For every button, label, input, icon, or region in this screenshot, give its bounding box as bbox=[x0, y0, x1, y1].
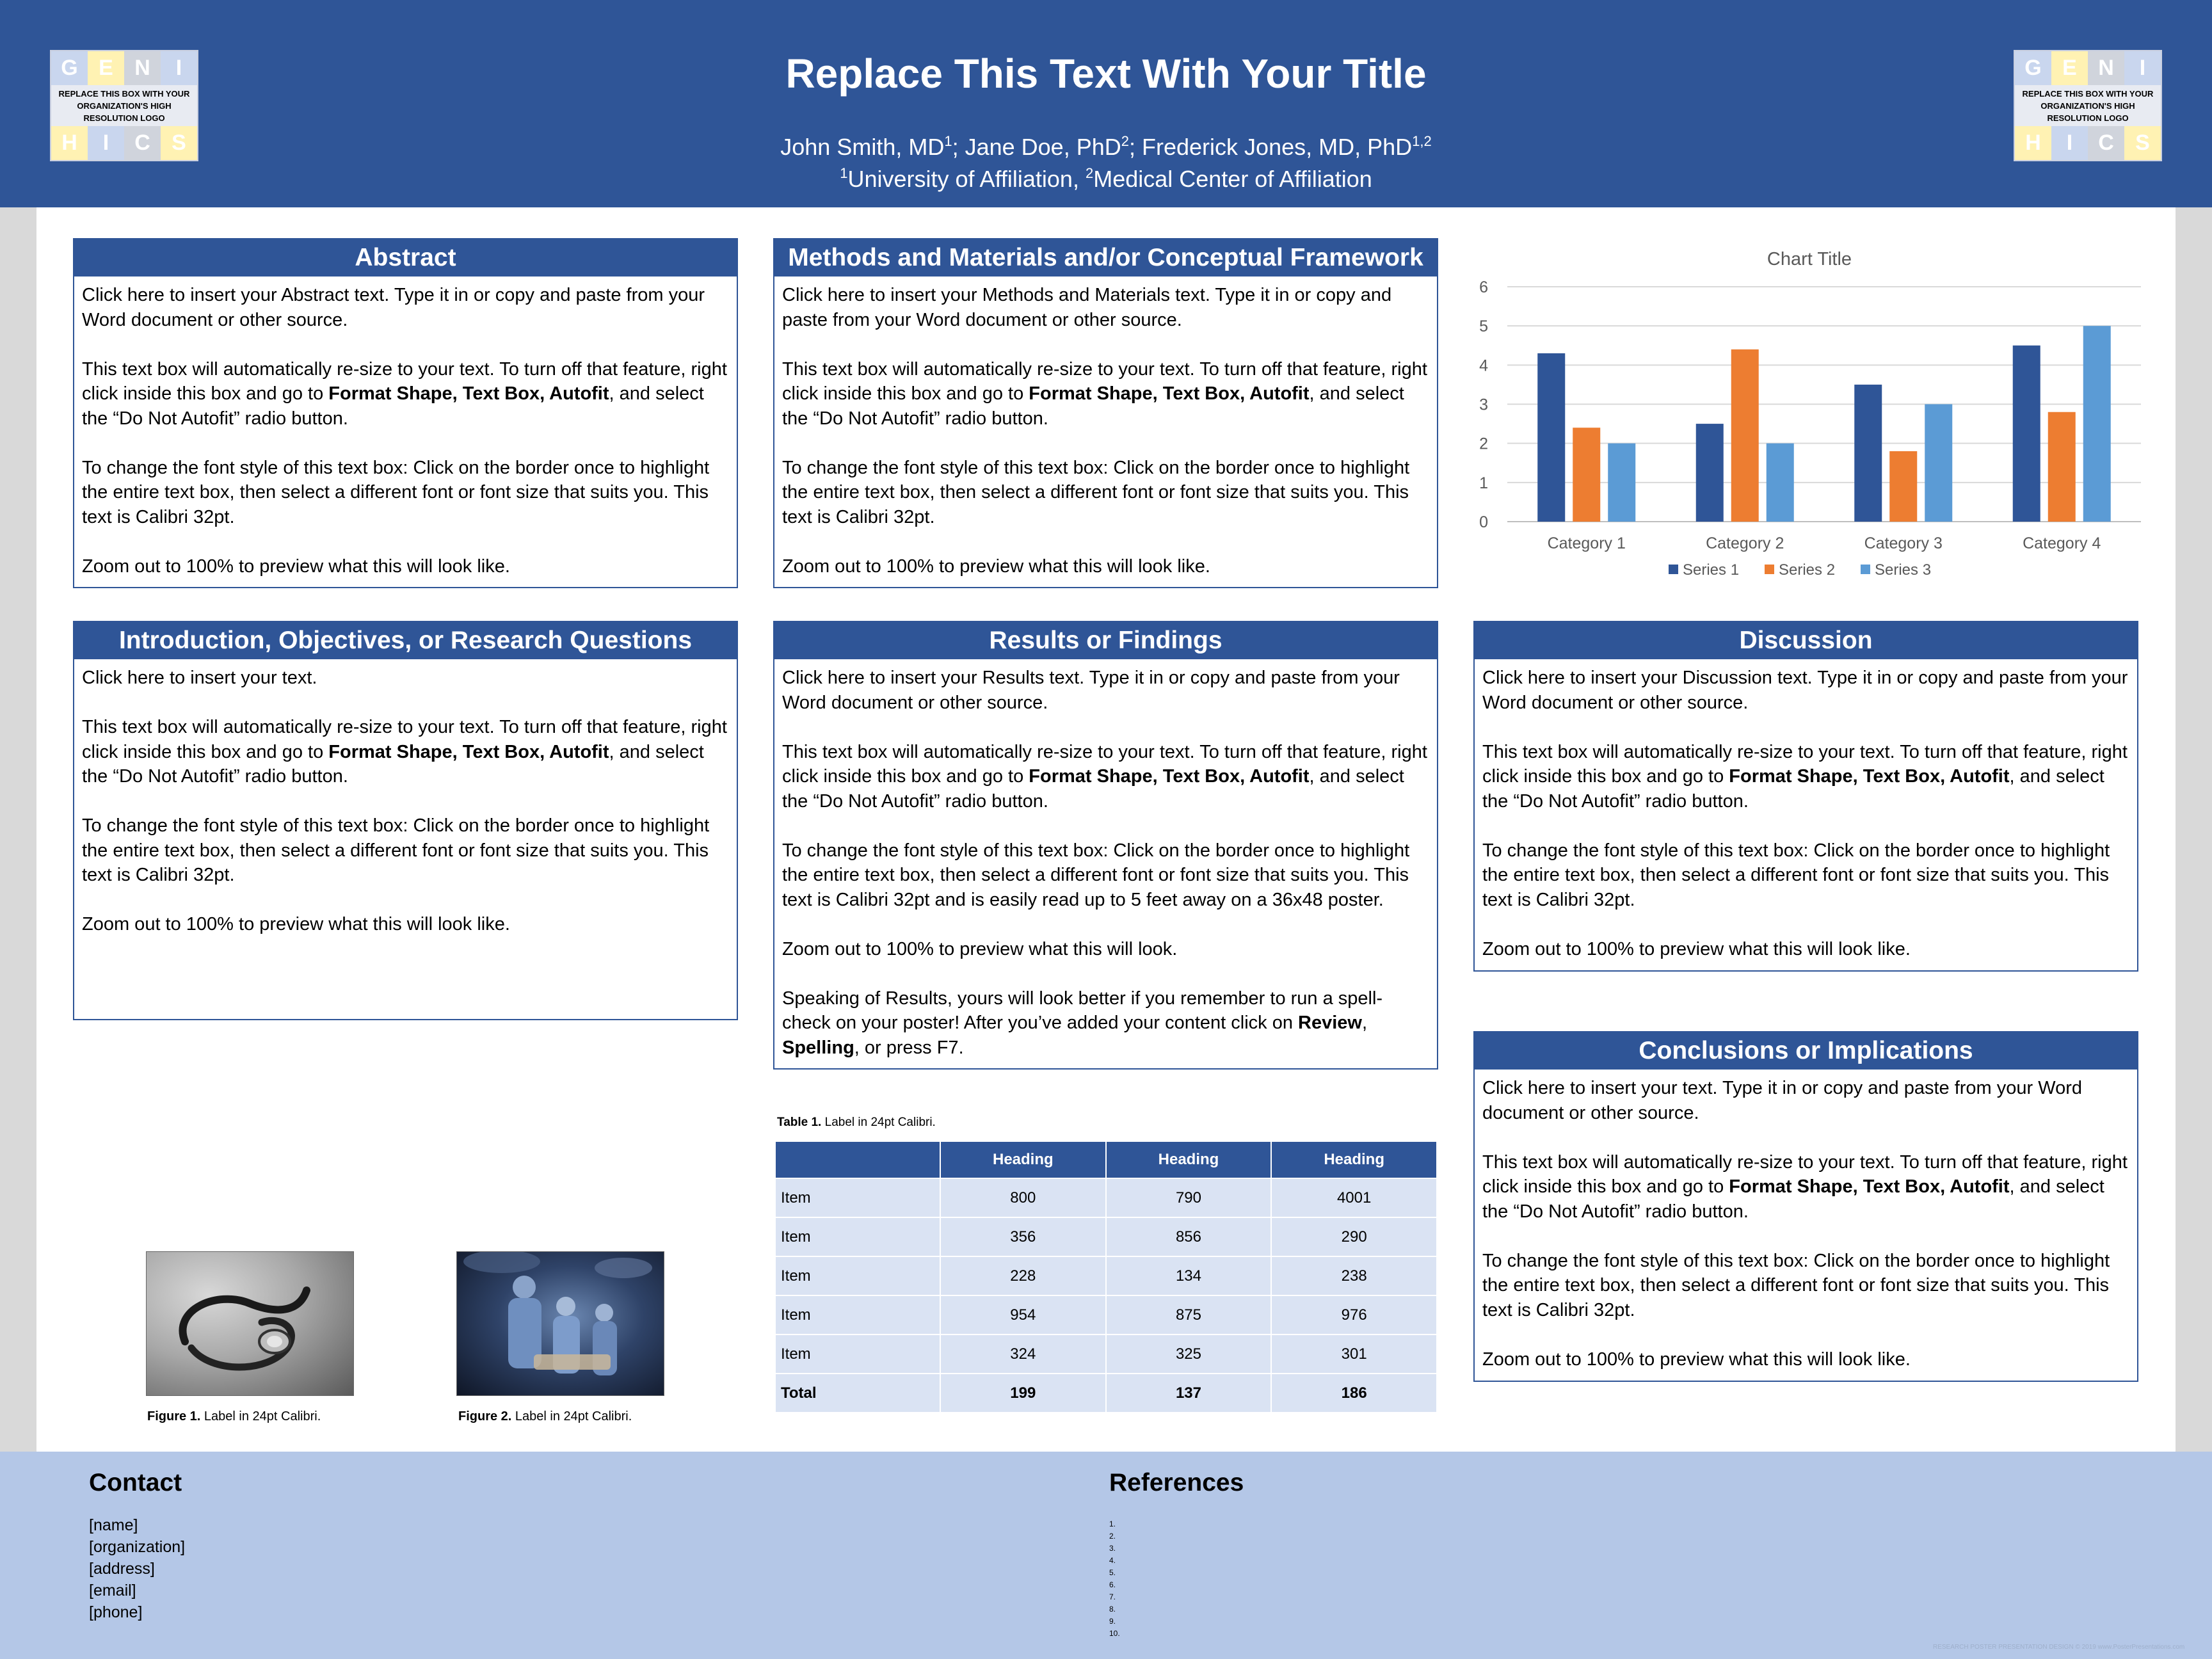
table-header-cell: Heading bbox=[940, 1141, 1106, 1178]
table-cell: Total bbox=[775, 1374, 940, 1413]
author-affiliation-mark: 1 bbox=[944, 133, 952, 149]
table-cell: 186 bbox=[1271, 1374, 1437, 1413]
contact-heading: Contact bbox=[89, 1469, 182, 1496]
chart-bar bbox=[2083, 326, 2111, 522]
table-cell: 4001 bbox=[1271, 1178, 1437, 1217]
section-body bbox=[1475, 1070, 2137, 1378]
contact-details[interactable] bbox=[89, 1514, 185, 1623]
reference-item: 6. bbox=[1109, 1580, 1116, 1589]
table-cell: 290 bbox=[1271, 1217, 1437, 1256]
logo-placeholder-text: REPLACE THIS BOX WITH YOUR ORGANIZATION'S HIGH RESOLUTION LOGO bbox=[2015, 85, 2161, 126]
legend-label: Series 1 bbox=[1683, 561, 1740, 579]
table-header-cell: Heading bbox=[1106, 1141, 1272, 1178]
chart-bar bbox=[1854, 385, 1882, 522]
section-body bbox=[774, 659, 1437, 1066]
legend-swatch bbox=[1861, 565, 1870, 574]
reference-item: 2. bbox=[1109, 1532, 1116, 1541]
data-table[interactable] bbox=[774, 1141, 1438, 1413]
affiliation-name: University of Affiliation, bbox=[847, 166, 1086, 192]
table-cell: 324 bbox=[940, 1334, 1106, 1374]
author-line[interactable] bbox=[0, 131, 2212, 163]
figure-2-caption: Figure 2. Label in 24pt Calibri. bbox=[458, 1409, 632, 1423]
chart-bars bbox=[1537, 326, 2111, 522]
chart-svg bbox=[1463, 237, 2157, 592]
table-header-row bbox=[775, 1141, 1437, 1178]
conclusions-box[interactable] bbox=[1473, 1031, 2138, 1382]
chart-bar bbox=[1767, 444, 1794, 522]
contact-line: [email] bbox=[89, 1582, 136, 1599]
paragraph: Speaking of Results, yours will look better if you remember to run a spell-check on your poster! After you’ve added your content click on Review, Spelling, or press F7. bbox=[782, 988, 1383, 1058]
bar-chart[interactable] bbox=[1463, 237, 2157, 592]
logo-letter: G bbox=[51, 51, 88, 85]
y-tick-label: 5 bbox=[1479, 317, 1488, 336]
contact-line: [phone] bbox=[89, 1603, 143, 1621]
logo-letter: S bbox=[161, 126, 197, 160]
reference-item: 5. bbox=[1109, 1568, 1116, 1577]
y-tick-label: 0 bbox=[1479, 513, 1488, 531]
table-caption: Table 1. Label in 24pt Calibri. bbox=[777, 1116, 936, 1129]
author-affiliation-mark: 2 bbox=[1121, 133, 1129, 149]
paragraph: Click here to insert your Methods and Materials text. Type it in or copy and paste from your Word document or other source. bbox=[782, 285, 1392, 330]
author-affiliation-mark: 1,2 bbox=[1412, 133, 1432, 149]
y-tick-label: 2 bbox=[1479, 435, 1488, 453]
table-cell: 134 bbox=[1106, 1256, 1272, 1295]
contact-line: [address] bbox=[89, 1560, 155, 1578]
chart-bar bbox=[1608, 444, 1635, 522]
author-separator: ; bbox=[1129, 134, 1142, 160]
paragraph: Click here to insert your Results text. Type it in or copy and paste from your Word document or other source. bbox=[782, 668, 1400, 713]
chart-bar bbox=[1573, 428, 1600, 522]
logo-letter: I bbox=[88, 126, 124, 160]
legend-label: Series 3 bbox=[1875, 561, 1932, 579]
surgery-illustration bbox=[457, 1252, 664, 1396]
paragraph: Zoom out to 100% to preview what this will look like. bbox=[782, 556, 1210, 577]
legend-label: Series 2 bbox=[1779, 561, 1836, 579]
affiliation-line[interactable] bbox=[0, 163, 2212, 195]
reference-item: 3. bbox=[1109, 1544, 1116, 1553]
paragraph: Zoom out to 100% to preview what this will look like. bbox=[1482, 1349, 1911, 1370]
x-tick-label: Category 1 bbox=[1547, 534, 1626, 552]
figure-1-caption: Figure 1. Label in 24pt Calibri. bbox=[147, 1409, 321, 1423]
table-row bbox=[775, 1178, 1437, 1217]
chart-bar bbox=[2048, 412, 2076, 522]
table-cell: 875 bbox=[1106, 1295, 1272, 1334]
section-heading: Discussion bbox=[1475, 622, 2137, 659]
table-cell: Item bbox=[775, 1295, 940, 1334]
table-cell: 199 bbox=[940, 1374, 1106, 1413]
reference-item: 8. bbox=[1109, 1605, 1116, 1614]
paragraph: To change the font style of this text box: Click on the border once to highlight the entire text box, then select a different font or font size that suits you. This text is Calibri 32pt and is easily read up to 5 feet away on a 36x48 poster. bbox=[782, 840, 1410, 910]
contact-line: [organization] bbox=[89, 1538, 186, 1556]
paragraph: Click here to insert your Abstract text. Type it in or copy and paste from your Word document or other source. bbox=[82, 285, 705, 330]
chart-bar bbox=[1925, 405, 1952, 522]
paragraph: To change the font style of this text box: Click on the border once to highlight the entire text box, then select a different font or font size that suits you. This text is Calibri 32pt. bbox=[82, 457, 710, 527]
table-cell: 954 bbox=[940, 1295, 1106, 1334]
table-cell: 976 bbox=[1271, 1295, 1437, 1334]
affiliation-mark: 2 bbox=[1085, 165, 1094, 181]
table-cell: 228 bbox=[940, 1256, 1106, 1295]
results-box[interactable] bbox=[773, 621, 1438, 1070]
paragraph: This text box will automatically re-size to your text. To turn off that feature, right click inside this box and go to Format Shape, Text Box, Autofit, and select the “Do Not Autofit” radio button. bbox=[82, 358, 727, 429]
logo-letter: E bbox=[2051, 51, 2088, 85]
section-body bbox=[74, 659, 737, 943]
table-row bbox=[775, 1334, 1437, 1374]
paragraph: Click here to insert your text. Type it in or copy and paste from your Word document or other source. bbox=[1482, 1078, 2083, 1123]
section-heading: Conclusions or Implications bbox=[1475, 1032, 2137, 1070]
legend-swatch bbox=[1669, 565, 1678, 574]
logo-letter: G bbox=[2015, 51, 2051, 85]
chart-bar bbox=[1537, 353, 1565, 522]
reference-item: 7. bbox=[1109, 1592, 1116, 1601]
table-cell: 301 bbox=[1271, 1334, 1437, 1374]
y-tick-label: 4 bbox=[1479, 357, 1488, 375]
y-tick-label: 6 bbox=[1479, 278, 1488, 296]
section-body bbox=[74, 276, 737, 585]
table-cell: 238 bbox=[1271, 1256, 1437, 1295]
section-heading: Abstract bbox=[74, 239, 737, 276]
table-row bbox=[775, 1295, 1437, 1334]
chart-legend bbox=[1669, 561, 1931, 579]
table-cell: 856 bbox=[1106, 1217, 1272, 1256]
abstract-box[interactable] bbox=[73, 238, 738, 588]
logo-letter: N bbox=[2088, 51, 2124, 85]
logo-letter: E bbox=[88, 51, 124, 85]
author-name: Jane Doe, PhD bbox=[965, 134, 1121, 160]
table-cell: 800 bbox=[940, 1178, 1106, 1217]
section-heading: Methods and Materials and/or Conceptual Framework bbox=[774, 239, 1437, 276]
table-row bbox=[775, 1256, 1437, 1295]
logo-letter: I bbox=[2124, 51, 2161, 85]
affiliation-name: Medical Center of Affiliation bbox=[1093, 166, 1372, 192]
section-heading: Introduction, Objectives, or Research Questions bbox=[74, 622, 737, 659]
logo-letter: I bbox=[161, 51, 197, 85]
x-tick-label: Category 4 bbox=[2023, 534, 2101, 552]
table-cell: 325 bbox=[1106, 1334, 1272, 1374]
table-cell: 356 bbox=[940, 1217, 1106, 1256]
poster-footer bbox=[0, 1452, 2212, 1659]
template-credit: RESEARCH POSTER PRESENTATION DESIGN © 2019 www.PosterPresentations.com bbox=[1933, 1644, 2185, 1651]
paragraph: Zoom out to 100% to preview what this will look. bbox=[782, 938, 1178, 959]
logo-letter: I bbox=[2051, 126, 2088, 160]
reference-item: 1. bbox=[1109, 1519, 1116, 1528]
paragraph: This text box will automatically re-size to your text. To turn off that feature, right click inside this box and go to Format Shape, Text Box, Autofit, and select the “Do Not Autofit” radio button. bbox=[782, 741, 1427, 812]
paragraph: Zoom out to 100% to preview what this will look like. bbox=[82, 914, 510, 934]
chart-bar bbox=[1731, 349, 1759, 522]
logo-letter: C bbox=[124, 126, 161, 160]
reference-item: 10. bbox=[1109, 1629, 1120, 1638]
table-cell: 790 bbox=[1106, 1178, 1272, 1217]
paragraph: Click here to insert your text. bbox=[82, 668, 317, 688]
introduction-box[interactable] bbox=[73, 621, 738, 1020]
author-name: John Smith, MD bbox=[780, 134, 945, 160]
poster-title[interactable]: Replace This Text With Your Title bbox=[785, 51, 1427, 97]
paragraph: This text box will automatically re-size to your text. To turn off that feature, right click inside this box and go to Format Shape, Text Box, Autofit, and select the “Do Not Autofit” radio button. bbox=[1482, 741, 2128, 812]
paragraph: To change the font style of this text box: Click on the border once to highlight the entire text box, then select a different font or font size that suits you. This text is Calibri 32pt. bbox=[82, 815, 710, 885]
logo-placeholder-text: REPLACE THIS BOX WITH YOUR ORGANIZATION'S HIGH RESOLUTION LOGO bbox=[51, 85, 197, 126]
figure-2-surgery-image[interactable] bbox=[456, 1251, 664, 1396]
paragraph: To change the font style of this text box: Click on the border once to highlight the entire text box, then select a different font or font size that suits you. This text is Calibri 32pt. bbox=[782, 457, 1410, 527]
contact-line: [name] bbox=[89, 1516, 138, 1534]
y-tick-label: 3 bbox=[1479, 396, 1488, 414]
figure-1-stethoscope-image[interactable] bbox=[146, 1251, 354, 1396]
logo-letter: C bbox=[2088, 126, 2124, 160]
paragraph: To change the font style of this text box: Click on the border once to highlight the entire text box, then select a different font or font size that suits you. This text is Calibri 32pt. bbox=[1482, 1250, 2110, 1320]
paragraph: Zoom out to 100% to preview what this will look like. bbox=[1482, 938, 1911, 959]
references-list[interactable] bbox=[1109, 1518, 1120, 1640]
chart-bar bbox=[1889, 451, 1917, 522]
y-tick-label: 1 bbox=[1479, 474, 1488, 492]
reference-item: 9. bbox=[1109, 1617, 1116, 1626]
affiliation-mark: 1 bbox=[840, 165, 848, 181]
table-cell: Item bbox=[775, 1217, 940, 1256]
table-total-row bbox=[775, 1374, 1437, 1413]
references-heading: References bbox=[1109, 1469, 1244, 1496]
table-header-cell bbox=[775, 1141, 940, 1178]
table-cell: Item bbox=[775, 1256, 940, 1295]
table-cell: Item bbox=[775, 1334, 940, 1374]
author-name: Frederick Jones, MD, PhD bbox=[1142, 134, 1413, 160]
table-cell: Item bbox=[775, 1178, 940, 1217]
paragraph: Click here to insert your Discussion text. Type it in or copy and paste from your Word document or other source. bbox=[1482, 668, 2128, 713]
reference-item: 4. bbox=[1109, 1556, 1116, 1565]
x-tick-label: Category 3 bbox=[1864, 534, 1943, 552]
legend-swatch bbox=[1765, 565, 1774, 574]
paragraph: This text box will automatically re-size to your text. To turn off that feature, right click inside this box and go to Format Shape, Text Box, Autofit, and select the “Do Not Autofit” radio button. bbox=[82, 717, 727, 787]
table-row bbox=[775, 1217, 1437, 1256]
table-cell: 137 bbox=[1106, 1374, 1272, 1413]
logo-letter: N bbox=[124, 51, 161, 85]
paragraph: This text box will automatically re-size to your text. To turn off that feature, right click inside this box and go to Format Shape, Text Box, Autofit, and select the “Do Not Autofit” radio button. bbox=[1482, 1151, 2128, 1222]
chart-bar bbox=[1696, 424, 1724, 522]
discussion-box[interactable] bbox=[1473, 621, 2138, 972]
x-tick-label: Category 2 bbox=[1706, 534, 1784, 552]
section-body bbox=[1475, 659, 2137, 968]
logo-letter: H bbox=[2015, 126, 2051, 160]
author-separator: ; bbox=[952, 134, 965, 160]
chart-title: Chart Title bbox=[1767, 249, 1852, 269]
logo-letter: S bbox=[2124, 126, 2161, 160]
chart-gridlines bbox=[1507, 287, 2141, 522]
table-header-cell: Heading bbox=[1271, 1141, 1437, 1178]
paragraph: This text box will automatically re-size to your text. To turn off that feature, right click inside this box and go to Format Shape, Text Box, Autofit, and select the “Do Not Autofit” radio button. bbox=[782, 358, 1427, 429]
logo-letter: H bbox=[51, 126, 88, 160]
section-body bbox=[774, 276, 1437, 585]
paragraph: To change the font style of this text box: Click on the border once to highlight the entire text box, then select a different font or font size that suits you. This text is Calibri 32pt. bbox=[1482, 840, 2110, 910]
paragraph: Zoom out to 100% to preview what this will look like. bbox=[82, 556, 510, 577]
section-heading: Results or Findings bbox=[774, 622, 1437, 659]
methods-box[interactable] bbox=[773, 238, 1438, 588]
chart-bar bbox=[2013, 346, 2040, 522]
stethoscope-illustration bbox=[147, 1252, 354, 1396]
